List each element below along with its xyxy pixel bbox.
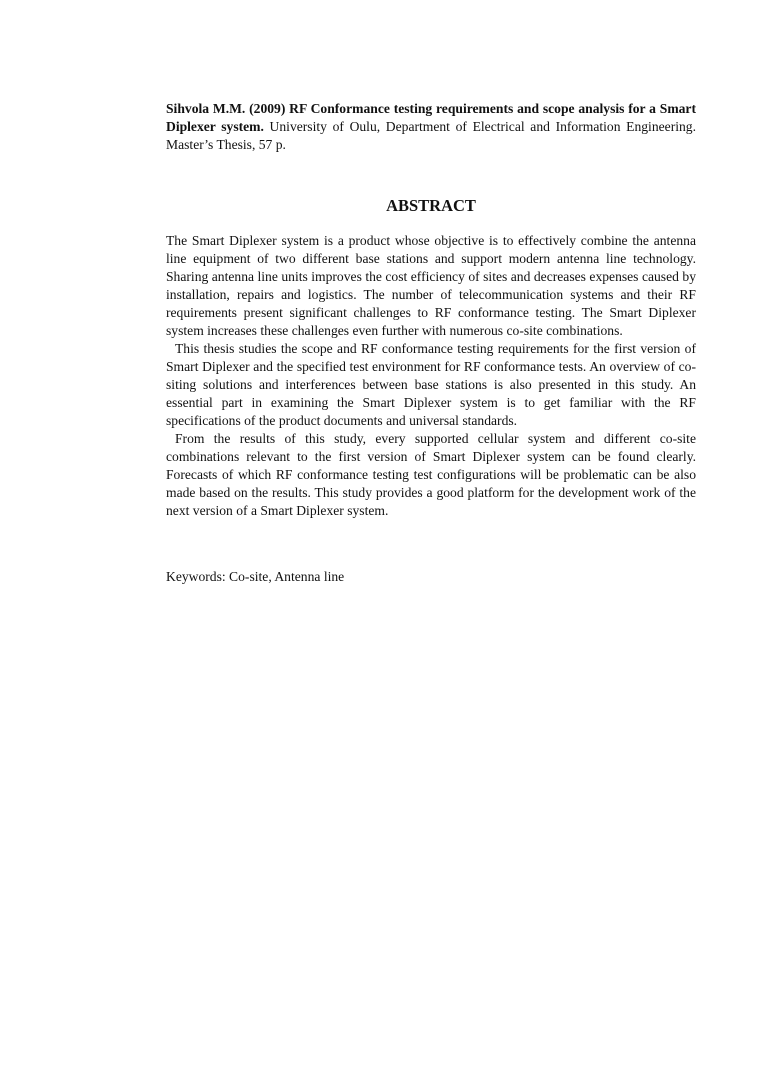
document-page: [166, 100, 696, 584]
citation: [166, 100, 696, 154]
abstract-body: [166, 232, 696, 520]
citation-details: University of Oulu, Department of Electrical and Information Engineering. Master’s Thesis, 57 p.: [166, 119, 696, 152]
abstract-paragraph-2: This thesis studies the scope and RF conformance testing requirements for the first version of Smart Diplexer and the specified test environment for RF conformance tests. An overview of co-siting solutions and interferences between base stations is also presented in this study. An essential part in examining the Smart Diplexer system is to get familiar with the RF specifications of the product documents and universal standards.: [166, 341, 696, 428]
abstract-heading: ABSTRACT: [386, 196, 476, 215]
abstract-paragraph-3: From the results of this study, every supported cellular system and different co-site combinations relevant to the first version of Smart Diplexer system can be found clearly. Forecasts of which RF conformance testing test configurations will be problematic can be also made based on the results. This study provides a good platform for the development work of the next version of a Smart Diplexer system.: [166, 431, 696, 518]
keywords: Keywords: Co-site, Antenna line: [166, 569, 345, 584]
abstract-paragraph-1: The Smart Diplexer system is a product whose objective is to effectively combine the antenna line equipment of two different base stations and support modern antenna line technology. Sharing antenna line units improves the cost efficiency of sites and decreases expenses caused by installation, repairs and logistics. The number of telecommunication systems and their RF requirements present significant challenges to RF conformance testing. The Smart Diplexer system increases these challenges even further with numerous co-site combinations.: [166, 233, 696, 338]
citation-title: Sihvola M.M. (2009) RF Conformance testing requirements and scope analysis for a Smart Diplexer system.: [166, 101, 696, 134]
